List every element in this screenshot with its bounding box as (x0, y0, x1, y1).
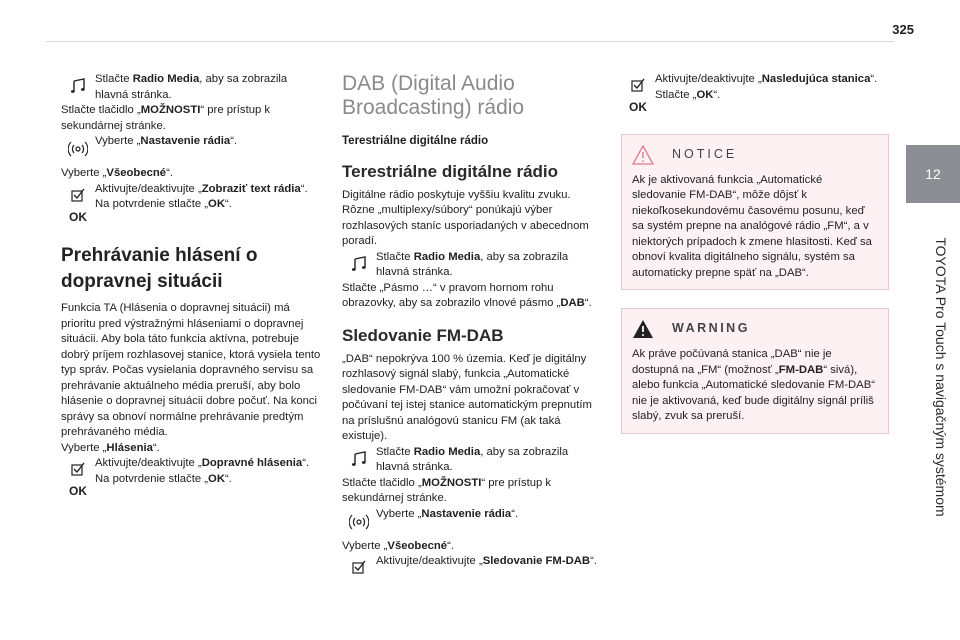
step-radio-media (61, 72, 323, 103)
subtitle: Terestriálne digitálne rádio (342, 135, 489, 147)
paragraph: Vyberte „Všeobecné“. (61, 167, 173, 179)
step-toggle-traffic: OK Aktivujte/deaktivujte „Dopravné hlásenia“. Na potvrdenie stlačte „OK“. (69, 457, 310, 498)
notice-text: Ak je aktivovaná funkcia „Automatické sledovanie FM-DAB“, môže dôjsť k niekoľkosekundovému časovému posunu, keď sa systém prepne na analógové rádio „FM“, a v niektorých prípadoch k zmene hlasitosti. Keď sa obnoví kvalita digitálneho signálu, systém sa automaticky prepne späť na „DAB“. (632, 173, 872, 279)
column-1 (61, 72, 323, 500)
ok-icon: OK (69, 484, 87, 498)
paragraph: Vyberte „Hlásenia“. (61, 441, 160, 454)
page-title: DAB (Digital Audio Broadcasting) rádio (342, 72, 525, 119)
step-radio-settings: Vyberte „Nastavenie rádia“. (342, 507, 604, 531)
checkbox-icon (71, 188, 85, 202)
text: Stlačte (95, 73, 133, 85)
music-note-icon (70, 78, 86, 94)
top-divider (46, 41, 894, 42)
step-radio-media: Stlačte Radio Media, aby sa zobrazila hlavná stránka. (342, 445, 604, 476)
body-text: Funkcia TA (Hlásenia o dopravnej situácii) má prioritu pred výstražnými hláseniami o dopravnej situácii. Aby bola táto funkcia aktívna, potrebuje dobrý príjem rozhlasovej stanice, ktorá vysiela tento typ správ. Počas vysielania dopravného servisu sa prehrávanie aktuálneho média preruší, aby bolo hlásenie o dopravnej situácii dobre počuť. Na konci správy sa obnoví normálne prehrávanie predtým prehrávaného média. (61, 302, 321, 438)
section-heading: Terestriálne digitálne rádio (342, 161, 559, 181)
radio-signal-icon (349, 513, 369, 531)
column-2 (342, 72, 604, 574)
paragraph: Stlačte tlačidlo „MOŽNOSTI“ pre prístup k sekundárnej stránke. (61, 104, 271, 132)
body-text: Digitálne rádio poskytuje vyššiu kvalitu zvuku. Rôzne „multiplexy/súbory“ ponúkajú výber rozhlasových staníc usporiadaných v abecednom poradí. (342, 188, 589, 247)
chapter-title: TOYOTA Pro Touch s navigačným systémom (933, 237, 949, 517)
step-toggle-next-station: OK Aktivujte/deaktivujte „Nasledujúca stanica“. Stlačte „OK“. (629, 73, 878, 114)
ok-icon: OK (629, 100, 647, 114)
radio-signal-icon (68, 140, 88, 158)
checkbox-icon (71, 462, 85, 476)
notice-triangle-icon (632, 145, 654, 165)
body-text: „DAB“ nepokrýva 100 % územia. Keď je digitálny rozhlasový signál slabý, funkcia „Automatické sledovanie FM-DAB“ vám umožní pokračovať v počúvaní tej istej stanice automatickým prepnutím na príslušnú analógovú stanicu FM (ak taká existuje). (342, 352, 592, 442)
step-toggle-text: OK Aktivujte/deaktivujte „Zobraziť text rádia“. Na potvrdenie stlačte „OK“. (69, 182, 308, 224)
ok-icon: OK (69, 209, 87, 224)
step-radio-settings: Vyberte „Nastavenie rádia“. (61, 134, 323, 158)
paragraph: Vyberte „Všeobecné“. (342, 539, 454, 552)
paragraph: Stlačte „Pásmo …“ v pravom hornom rohu obrazovky, aby sa zobrazilo vlnové pásmo „DAB“. (342, 281, 592, 309)
chapter-tab (906, 145, 960, 203)
text-bold: Radio Media (132, 73, 200, 85)
music-note-icon (351, 256, 367, 272)
step-radio-media: Stlačte Radio Media, aby sa zobrazila hlavná stránka. (342, 250, 604, 281)
warning-box (621, 308, 889, 434)
warning-triangle-icon (632, 319, 654, 339)
text: , aby sa zobrazila hlavná stránka. (95, 73, 288, 101)
paragraph: Stlačte tlačidlo „MOŽNOSTI“ pre prístup k sekundárnej stránke. (342, 476, 552, 504)
warning-label: WARNING (672, 321, 750, 336)
section-heading: Sledovanie FM-DAB (342, 325, 504, 345)
section-heading: Prehrávanie hlásení o dopravnej situácii (61, 245, 258, 292)
music-note-icon (351, 451, 367, 467)
chapter-title-vertical (928, 217, 954, 537)
warning-text: Ak práve počúvaná stanica „DAB“ nie je dostupná na „FM“ (možnosť „FM-DAB“ sivá), alebo funkcia „Automatické sledovanie FM-DAB“ nie je aktivovaná, keď bude digitálny signál príliš slabý, zvuk sa preruší. (632, 348, 875, 422)
column-3 (621, 72, 889, 434)
chapter-number: 12 (925, 166, 941, 182)
step-toggle-fm-dab: Aktivujte/deaktivujte „Sledovanie FM-DAB“. (342, 554, 604, 574)
checkbox-icon (352, 560, 366, 574)
notice-label: NOTICE (672, 146, 738, 161)
notice-box (621, 134, 889, 291)
checkbox-icon (631, 78, 645, 92)
page-number: 325 (892, 22, 914, 37)
